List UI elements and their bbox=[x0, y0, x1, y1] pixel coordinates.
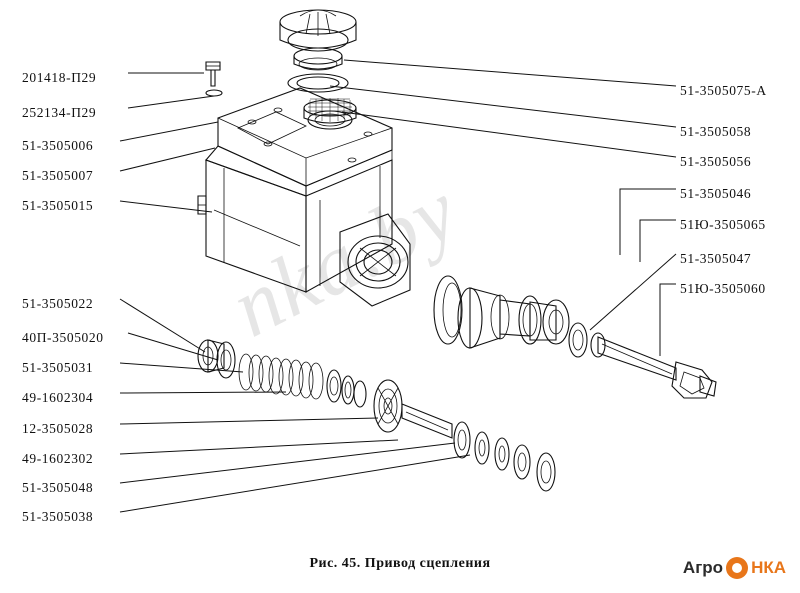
part-label-51-3505007: 51-3505007 bbox=[22, 168, 94, 183]
part-label-51yu-3505065: 51Ю-3505065 bbox=[680, 217, 766, 232]
logo-text-left: Агро bbox=[682, 558, 724, 577]
part-label-51-3505015: 51-3505015 bbox=[22, 198, 94, 213]
part-label-49-1602304: 49-1602304 bbox=[22, 390, 94, 405]
part-label-51-3505075-a: 51-3505075-А bbox=[680, 83, 767, 98]
piston-spring-assembly-part bbox=[198, 340, 555, 491]
part-label-51-3505006: 51-3505006 bbox=[22, 138, 94, 153]
leader-lines-left bbox=[120, 73, 470, 512]
boot-assembly-part bbox=[434, 276, 569, 348]
part-label-12-3505028: 12-3505028 bbox=[22, 421, 94, 436]
figure-caption: Рис. 45. Привод сцепления bbox=[309, 556, 491, 571]
pushrod-assembly-part bbox=[569, 323, 716, 398]
part-label-252134-p29: 252134-П29 bbox=[22, 105, 97, 120]
master-cylinder-body-part bbox=[198, 88, 410, 306]
part-label-51yu-3505060: 51Ю-3505060 bbox=[680, 281, 766, 296]
part-label-51-3505031: 51-3505031 bbox=[22, 360, 94, 375]
part-label-201418-p29: 201418-П29 bbox=[22, 70, 97, 85]
part-label-51-3505058: 51-3505058 bbox=[680, 124, 752, 139]
part-label-51-3505022: 51-3505022 bbox=[22, 296, 94, 311]
part-label-49-1602302: 49-1602302 bbox=[22, 451, 94, 466]
leader-lines-right bbox=[330, 60, 676, 356]
washer-part bbox=[206, 90, 222, 96]
part-label-40p-3505020: 40П-3505020 bbox=[22, 330, 104, 345]
part-label-51-3505047: 51-3505047 bbox=[680, 251, 752, 266]
part-label-51-3505048: 51-3505048 bbox=[22, 480, 94, 495]
circle-icon bbox=[726, 557, 748, 579]
bolt-part bbox=[206, 62, 220, 86]
logo-text-right: НКА bbox=[751, 558, 786, 577]
part-label-51-3505038: 51-3505038 bbox=[22, 509, 94, 524]
part-label-51-3505046: 51-3505046 bbox=[680, 186, 752, 201]
part-label-51-3505056: 51-3505056 bbox=[680, 154, 752, 169]
site-logo[interactable] bbox=[683, 557, 786, 579]
watermark: nka.by bbox=[216, 161, 473, 356]
reservoir-cap-part bbox=[280, 10, 356, 70]
